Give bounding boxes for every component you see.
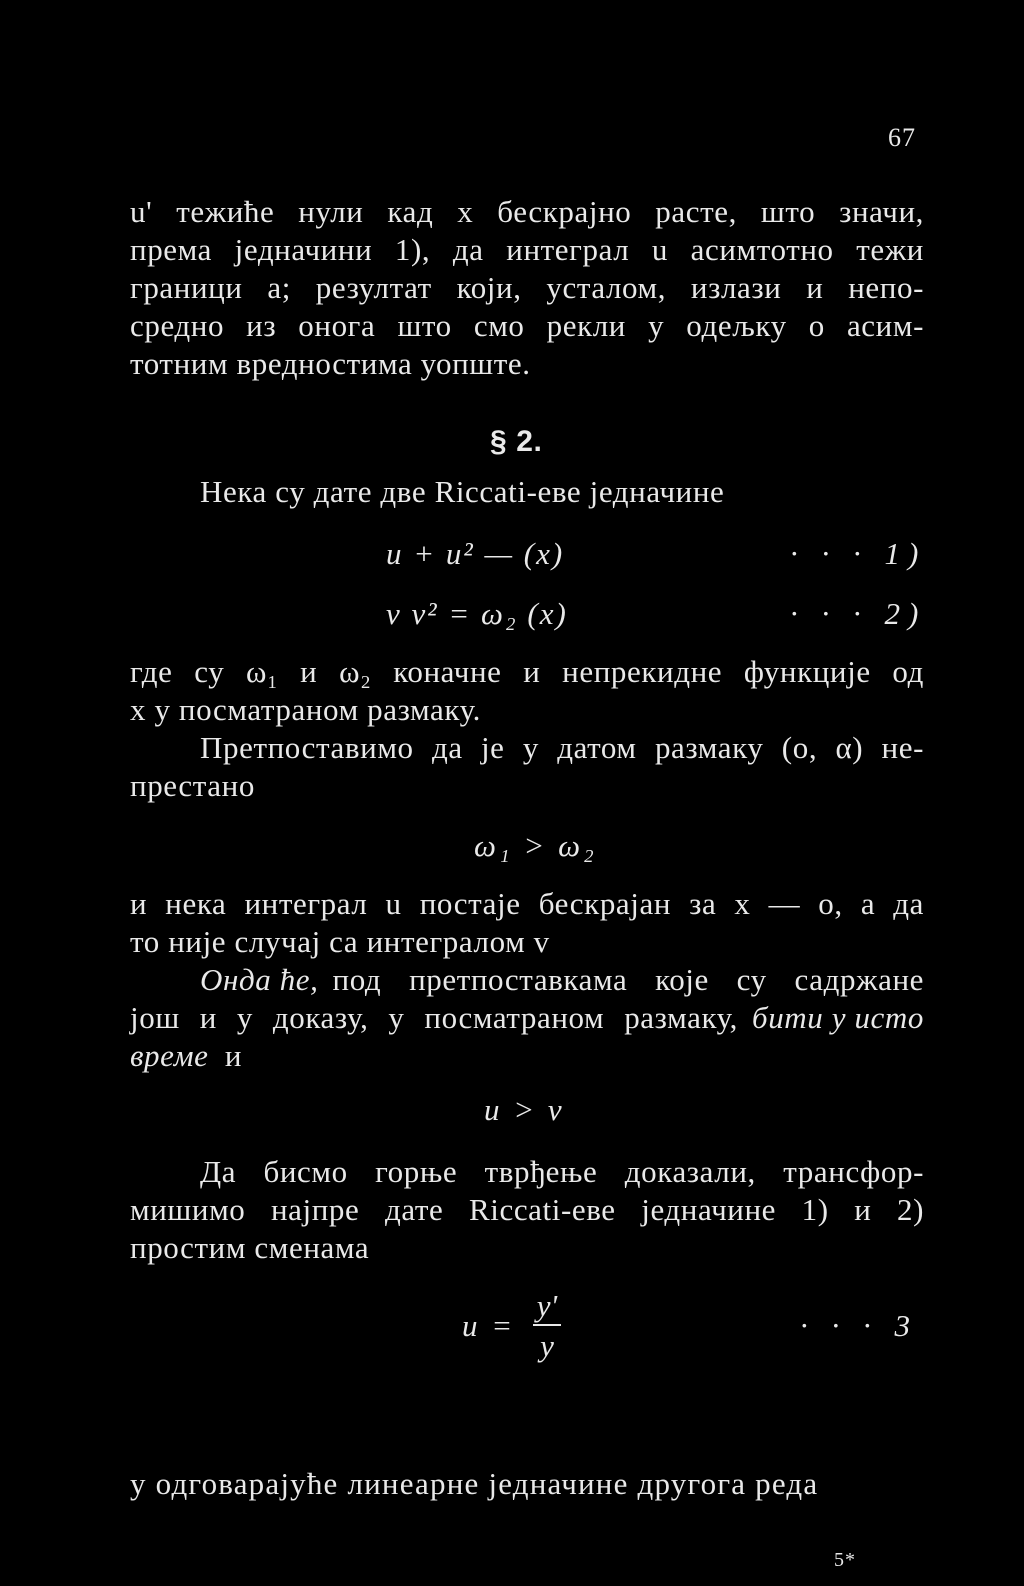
page-number: 67 [888,123,916,152]
text-line: средно из онога што смо рекли у одељку о асим- [130,308,924,343]
text-line: граници a; резултат који, усталом, излази и непо- [130,270,924,305]
text-line [130,998,924,1038]
text-line: престано [130,768,255,803]
equation-text: u + u² — (x) [386,536,565,571]
fraction [533,1288,561,1364]
intro-line: Нека су дате две Riccati-еве једначине [200,474,725,509]
footer-signature: 5* [834,1549,856,1571]
fraction-numerator: y' [536,1288,558,1323]
inequality-2: u > v [484,1092,565,1127]
text-line [200,960,924,1000]
italic-phrase: бити у исто [752,1000,924,1035]
text-line: x у посматраном размаку. [130,692,481,727]
text-line: према једначини 1), да интеграл u асимтотно тежи [130,232,924,267]
section-heading: § 2. [490,425,543,458]
fraction-denominator: y [540,1328,554,1363]
text-line: простим сменама [130,1230,370,1265]
text-line: тотним вредностима уопште. [130,346,531,381]
italic-phrase: Онда ће, [200,962,319,997]
text-span: под претпоставкама које су садржане [332,962,924,997]
text-span: још и у доказу, у посматраном размаку, [130,1000,739,1035]
text-span: и [224,1038,243,1073]
text-line [130,1036,242,1076]
text-line: Претпоставимо да је у датом размаку (o, α) не- [200,730,924,765]
equation-tag: · · · 2) [790,596,927,631]
equation-tag: · · · 1) [790,536,927,571]
text-line: где су ω₁ и ω₂ коначне и непрекидне функције од [130,654,924,689]
text-line: и нека интеграл u постаје бескрајан за x — o, а да [130,886,924,921]
last-line: у одговарајуће линеарне једначине другога реда [130,1466,819,1501]
fraction-bar [533,1324,561,1326]
equation-text: v v² = ω₂ (x) [386,596,568,631]
equation-tag: · · · 3 [800,1308,918,1343]
text-line: Да бисмо горње тврђење доказали, трансфор- [200,1154,924,1189]
text-line: то није случај са интегралом v [130,924,550,959]
inequality-1: ω₁ > ω₂ [474,828,597,863]
equation-lhs: u = [462,1308,516,1343]
italic-phrase: време [130,1038,209,1073]
text-line: u' тежиће нули кад x бескрајно расте, што значи, [130,194,924,229]
text-line: мишимо најпре дате Riccati-еве једначине 1) и 2) [130,1192,924,1227]
